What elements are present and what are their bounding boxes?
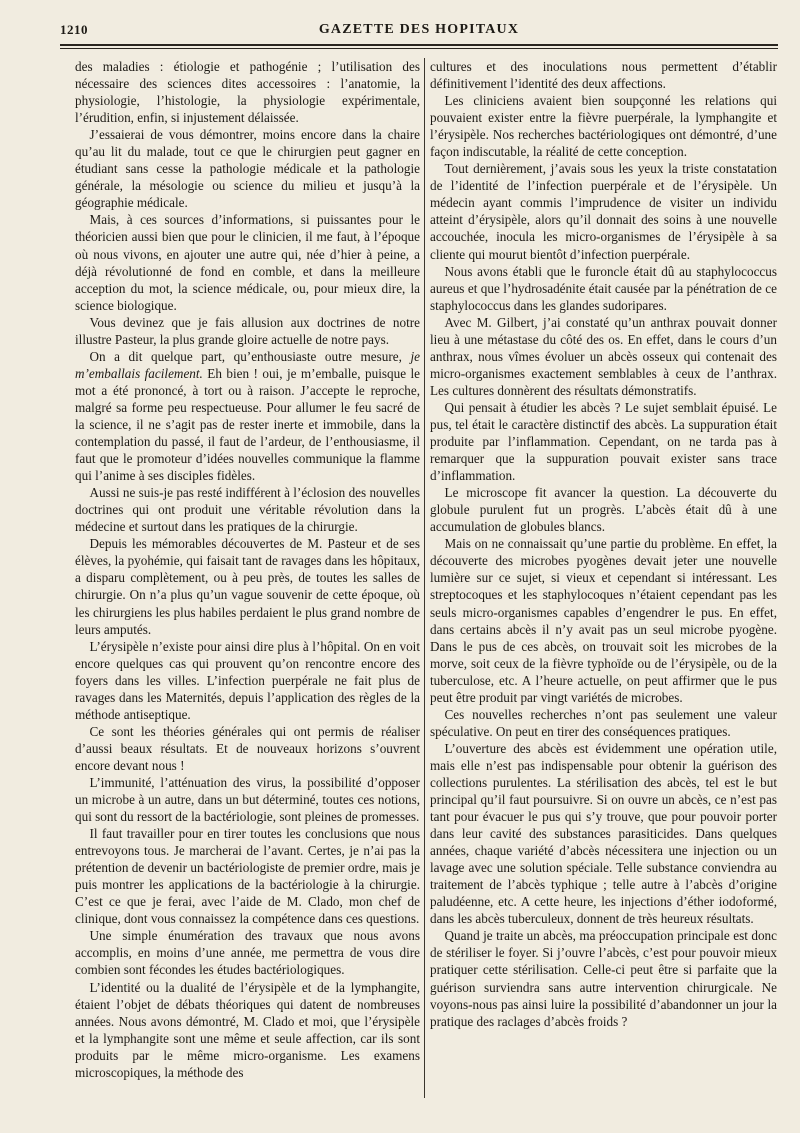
left-paragraph-10: L’immunité, l’atténuation des virus, la possibilité d’opposer un microbe à un autre, dans un but déterminé, toutes ces notions, qui sont du ressort de la bactériologie, sont pleines de promesses. <box>75 774 420 825</box>
left-paragraph-13: L’identité ou la dualité de l’érysipèle et de la lymphangite, étaient l’objet de débats théoriques qui datent de nombreuses années. Nous avons démontré, M. Clado et moi, que l’érysipèle et la lymphangite sont une même et seule affection, car ils sont produits par le même micro-organisme. Les examens microscopiques, la méthode des <box>75 979 420 1080</box>
right-paragraph-7: Le microscope fit avancer la question. La découverte du globule purulent fut un progrès. L’abcès était dû à une accumulation de globules blancs. <box>430 485 777 535</box>
left-paragraph-2: J’essaierai de vous démontrer, moins encore dans la chaire qu’au lit du malade, tout ce que le chirurgien peut gagner en étudiant sans cesse la pathologie médicale et la pathologie générale, la mésologie ou science du milieu et jusqu’à la géographie médicale. <box>75 127 420 211</box>
right-paragraph-9: Ces nouvelles recherches n’ont pas seulement une valeur spéculative. On peut en tirer des conséquences pratiques. <box>430 706 777 739</box>
right-paragraph-1: cultures et des inoculations nous permettent d’établir définitivement l’identité des deux affections. <box>430 59 777 92</box>
page-header <box>60 20 778 42</box>
journal-title: GAZETTE DES HOPITAUX <box>318 22 520 37</box>
left-paragraph-8: L’érysipèle n’existe pour ainsi dire plus à l’hôpital. On en voit encore quelques cas qui prouvent qu’on rencontre encore des foyers dans les villes. L’infection puerpérale ne fait plus de ravages dans les Maternités, depuis l’application des règles de la méthode antiseptique. <box>75 638 420 722</box>
column-divider <box>424 58 425 1098</box>
right-paragraph-4: Nous avons établi que le furoncle était dû au staphylococcus aureus et que l’hydrosadénite était causée par la pénétration de ce staphylococcus dans les glandes sudoripares. <box>430 263 777 313</box>
right-paragraph-6: Qui pensait à étudier les abcès ? Le sujet semblait épuisé. Le pus, tel était le caractère distinctif des abcès. La suppuration était produite par l’inflammation. Cependant, on ne tarda pas à remarquer que la suppuration pouvait exister sans trace d’inflammation. <box>430 399 777 484</box>
left-paragraph-6: Aussi ne suis-je pas resté indifférent à l’éclosion des nouvelles doctrines qui ont produit une véritable révolution dans la médecine et surtout dans les pratiques de la chirurgie. <box>75 485 420 535</box>
right-paragraph-3: Tout dernièrement, j’avais sous les yeux la triste constatation de l’identité de l’infection puerpérale et de l’érysipèle. Un médecin ayant commis l’imprudence de visiter un individu atteint d’érysipèle, alors qu’il donnait des soins à une nouvelle accouchée, inocula les micro-organismes de l’érysipèle à sa cliente qui mourut bientôt d’infection puerpérale. <box>430 161 777 262</box>
left-paragraph-5 <box>75 348 420 484</box>
left-paragraph-5-rest: Eh bien ! oui, je m’emballe, puisque le mot a été prononcé, à tort ou à raison. J’accepte le reproche, malgré sa forme peu respectueuse. Pour allumer le feu sacré de la science, il ne s’agit pas de rester inerte et immobile, dans la contemplation du passé, il faut de l’ardeur, de l’enthousiasme, il faut que le promoteur d’idées nouvelles communique la flamme qui l’anime à ses disciples fidèles. <box>75 365 420 484</box>
left-paragraph-7: Depuis les mémorables découvertes de M. Pasteur et de ses élèves, la pyohémie, qui faisait tant de ravages dans les hôpitaux, a disparu complètement, ou à peu près, de toutes les salles de chirurgie. On n’a plus qu’un vague souvenir de cette époque, où les chirurgiens les plus habiles perdaient le plus grand nombre de leurs amputés. <box>75 536 420 637</box>
left-paragraph-12: Une simple énumération des travaux que nous avons accomplis, en moins d’une année, me permettra de vous dire combien sont fécondes les études bactériologiques. <box>75 928 420 978</box>
page-number: 1210 <box>60 22 88 37</box>
left-paragraph-5-lead: On a dit quelque part, qu’enthousiaste outre mesure, <box>89 348 402 364</box>
header-rule-thin <box>60 48 778 49</box>
right-paragraph-2: Les cliniciens avaient bien soupçonné les relations qui pouvaient exister entre la fièvre puerpérale, la lymphangite et l’érysipèle. Nos recherches bactériologiques ont démontré, d’une façon indiscutable, la réalité de cette conception. <box>430 93 777 160</box>
right-column <box>430 58 777 1118</box>
header-rule-thick <box>60 44 778 46</box>
right-paragraph-8: Mais on ne connaissait qu’une partie du problème. En effet, la découverte des microbes pyogènes devait jeter une nouvelle lumière sur ce sujet, si vieux et cependant si intéressant. Les streptocoques et les staphylocoques n’étaient cependant pas les seuls micro-organismes capables d’engendrer le pus. En effet, dans certains abcès il n’y avait pas un seul microbe pyogène. Dans le pus de ces abcès, on trouvait soit les microbes de la morve, soit ceux de la fièvre typhoïde ou de l’érysipèle, ou de la tuberculose, etc. A l’heure actuelle, on peut affirmer que le pus peut être produit par vingt variétés de microbes. <box>430 536 777 705</box>
right-paragraph-5: Avec M. Gilbert, j’ai constaté qu’un anthrax pouvait donner lieu à une métastase du côté des os. En effet, dans le cours d’un anthrax, nous vîmes évoluer un abcès osseux qui contenait des micro-organismes exactement semblables à ceux de l’anthrax. Les cultures donnèrent des résultats démonstratifs. <box>430 314 777 398</box>
left-paragraph-9: Ce sont les théories générales qui ont permis de réaliser d’aussi beaux résultats. Et de nouveaux horizons s’ouvrent encore devant nous ! <box>75 723 420 773</box>
left-paragraph-3: Mais, à ces sources d’informations, si puissantes pour le théoricien aussi bien que pour le clinicien, il me faut, à l’époque où nous vivons, en ajouter une autre qui, née d’hier à peine, a déjà révolutionné de fond en comble, et dans la meilleure acception du mot, la science médicale, ou, pour mieux dire, la science biologique. <box>75 212 420 313</box>
right-paragraph-11: Quand je traite un abcès, ma préoccupation principale est donc de stériliser le foyer. Si j’ouvre l’abcès, c’est pour pouvoir mieux pratiquer cette stérilisation. Celle-ci peut être si parfaite que la guérison surviendra sans autre intervention chirurgicale. Ne voyons-nous pas ainsi luire la possibilité d’abandonner un jour la pratique des raclages d’abcès froids ? <box>430 928 777 1029</box>
left-paragraph-1: des maladies : étiologie et pathogénie ; l’utilisation des nécessaire des sciences dites accessoires : l’anatomie, la physiologie, l’histologie, la physiologie expérimentale, l’érudition, enfin, si injustement délaissée. <box>75 59 420 126</box>
left-column <box>75 58 420 1118</box>
right-paragraph-10: L’ouverture des abcès est évidemment une opération utile, mais elle n’est pas indispensable pour obtenir la guérison des collections purulentes. La stérilisation des abcès, tel est le but principal qu’il faut poursuivre. Si on ouvre un abcès, ce n’est pas tant pour évacuer le pus qui s’y trouve, que pour pouvoir porter dans leur cavité des substances parasiticides. Dans quelques années, chaque variété d’abcès nécessitera une injection ou un lavage avec une solution spéciale. Telle substance conviendra au traitement de l’abcès typhique ; telle autre à l’abcès d’origine paludéenne, etc. A cette heure, les injections d’éther iodoformé, dans les abcès tuberculeux, donnent de très heureux résultats. <box>430 740 777 927</box>
left-paragraph-4: Vous devinez que je fais allusion aux doctrines de notre illustre Pasteur, la plus grande gloire actuelle de notre pays. <box>75 314 420 347</box>
left-paragraph-5-italic: je m’emballais facilement. <box>75 348 420 381</box>
left-paragraph-11: Il faut travailler pour en tirer toutes les conclusions que nous entrevoyons tous. Je marcherai de l’avant. Certes, je n’ai pas la prétention de devenir un bactériologiste de premier ordre, mais je puis montrer les applications de la bactériologie à la chirurgie. C’est ce que je ferai, avec l’aide de M. Clado, mon chef de clinique, dont vous connaissez la compétence dans ces questions. <box>75 826 420 927</box>
